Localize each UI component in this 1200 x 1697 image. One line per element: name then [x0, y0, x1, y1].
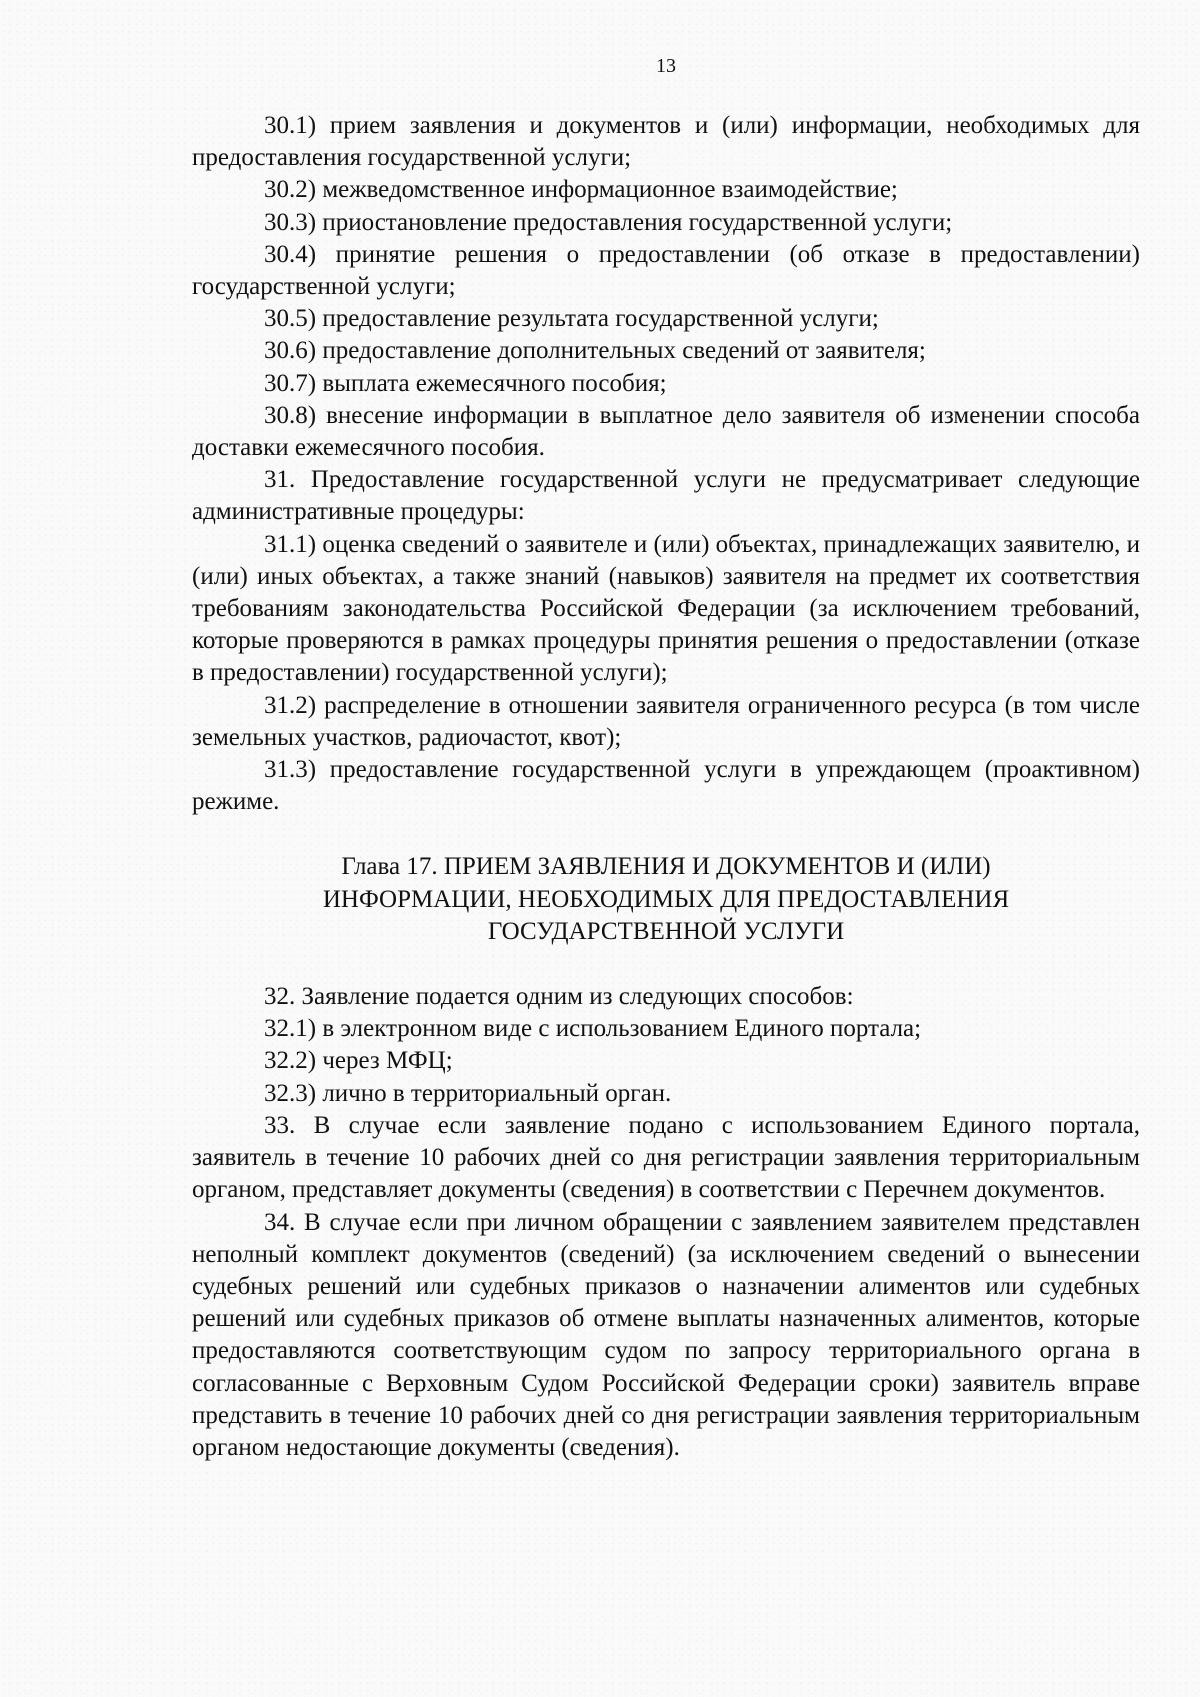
paragraph-31-3: 31.3) предоставление государственной услуги в упреждающем (проактивном) режиме. [192, 756, 1140, 816]
paragraph-30-2: 30.2) межведомственное информационное взаимодействие; [264, 176, 898, 204]
paragraph-30-8: 30.8) внесение информации в выплатное дело заявителя об изменении способа доставки ежемесячного пособия. [192, 401, 1140, 462]
paragraph-31-1: 31.1) оценка сведений о заявителе и (или) объектах, принадлежащих заявителю, и (или) иных объектах, а также знаний (навыков) заявителя на предмет их соответствия требованиям законодательства Российской Федерации (за исключением требований, которые проверяются в рамках процедуры принятия решения о предоставлении (отказе в предоставлении) государственной услуги); [192, 530, 1140, 687]
paragraph-30-4: 30.4) принятие решения о предоставлении (об отказе в предоставлении) государственной услуги; [192, 240, 1140, 301]
paragraph-32-2: 32.2) через МФЦ; [264, 1047, 453, 1075]
page-number: 13 [656, 55, 676, 77]
paragraph-32-3: 32.3) лично в территориальный орган. [264, 1079, 672, 1107]
paragraph-32-1: 32.1) в электронном виде с использованием Единого портала; [264, 1015, 922, 1043]
document-page [192, 52, 1140, 1464]
paragraph-33: 33. В случае если заявление подано с использованием Единого портала, заявитель в течение 10 рабочих дней со дня регистрации заявления территориальным органом, представляет документы (сведения) в соответствии с Перечнем документов. [192, 1111, 1140, 1204]
chapter-heading-line-1: Глава 17. ПРИЕМ ЗАЯВЛЕНИЯ И ДОКУМЕНТОВ И (ИЛИ) [341, 853, 991, 881]
chapter-heading-line-3: ГОСУДАРСТВЕННОЙ УСЛУГИ [487, 917, 845, 945]
chapter-heading-line-2: ИНФОРМАЦИИ, НЕОБХОДИМЫХ ДЛЯ ПРЕДОСТАВЛЕНИЯ [322, 885, 1010, 913]
paragraph-30-5: 30.5) предоставление результата государственной услуги; [264, 305, 879, 333]
paragraph-32: 32. Заявление подается одним из следующих способов: [264, 983, 854, 1011]
chapter-heading [192, 851, 1140, 948]
paragraph-30-3: 30.3) приостановление предоставления государственной услуги; [264, 208, 953, 236]
paragraph-31: 31. Предоставление государственной услуги не предусматривает следующие административные процедуры: [192, 466, 1140, 526]
paragraph-31-2: 31.2) распределение в отношении заявителя ограниченного ресурса (в том числе земельных участков, радиочастот, квот); [192, 691, 1140, 751]
paragraph-34: 34. В случае если при личном обращении с заявлением заявителем представлен неполный комплект документов (сведений) (за исключением сведений о вынесении судебных решений или судебных приказов о назначении алиментов или судебных решений или судебных приказов об отмене выплаты назначенных алиментов, которые предоставляются соответствующим судом по запросу территориального органа в согласованные с Верховным Судом Российской Федерации сроки) заявитель вправе представить в течение 10 рабочих дней со дня регистрации заявления территориальным органом недостающие документы (сведения). [192, 1208, 1140, 1461]
paragraph-30-6: 30.6) предоставление дополнительных сведений от заявителя; [264, 337, 926, 365]
paragraph-30-7: 30.7) выплата ежемесячного пособия; [264, 369, 667, 397]
paragraph-30-1: 30.1) прием заявления и документов и (или) информации, необходимых для предоставления государственной услуги; [192, 112, 1140, 172]
